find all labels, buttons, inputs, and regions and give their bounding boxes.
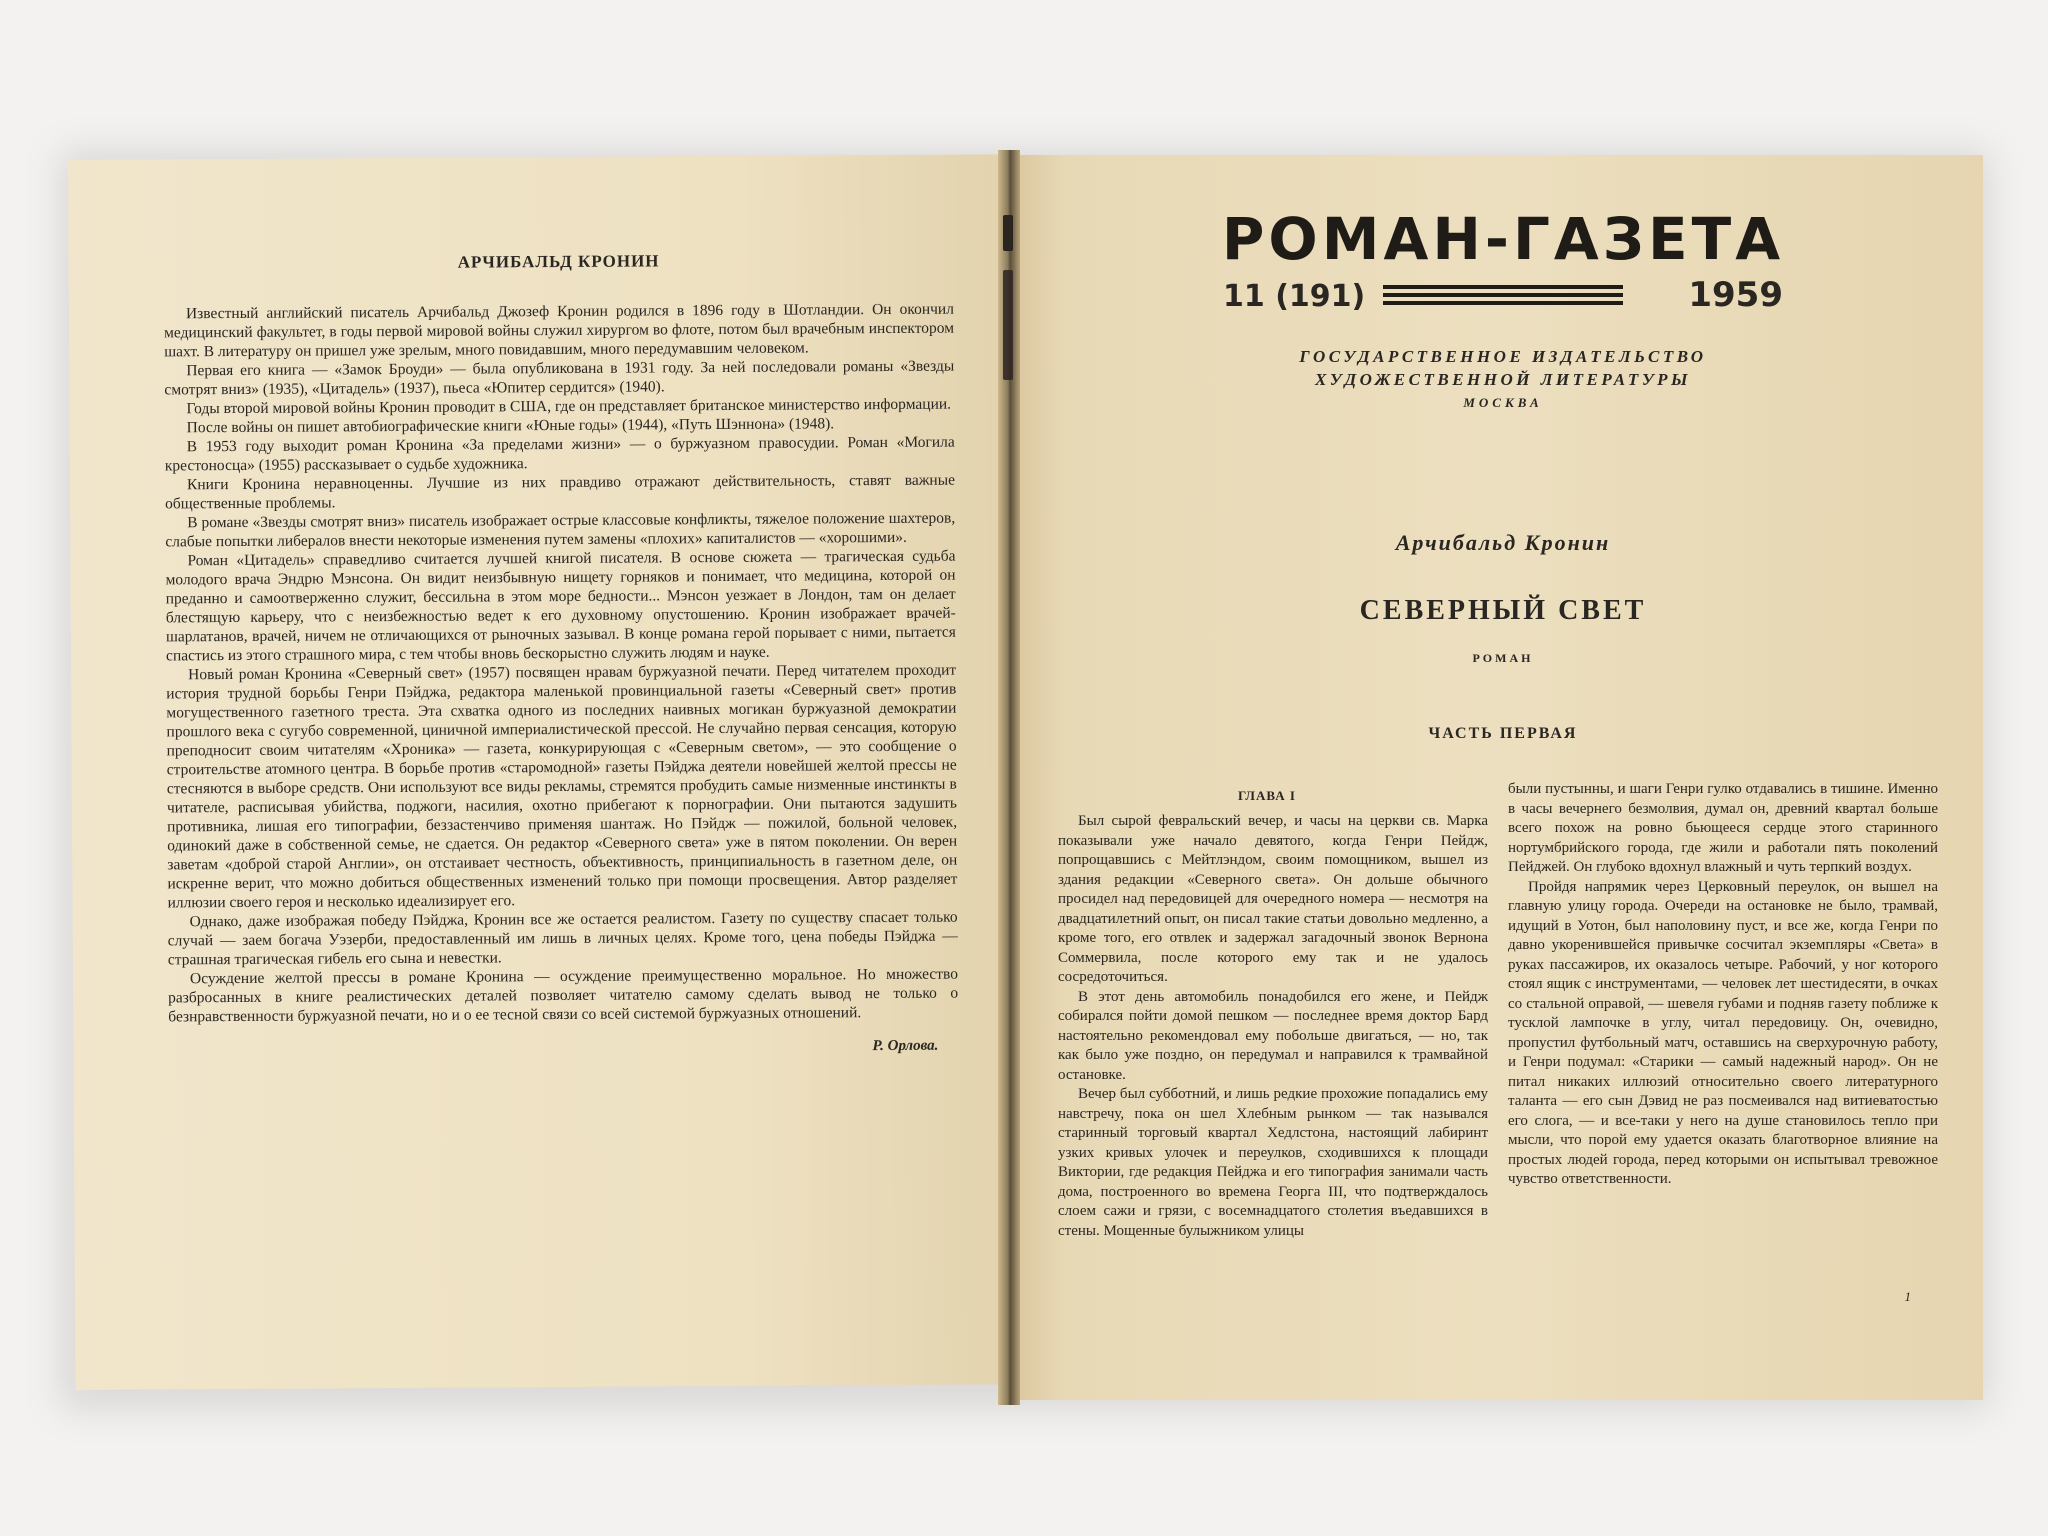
issue-row — [1223, 275, 1783, 321]
publisher — [1198, 345, 1808, 414]
publisher-line: ХУДОЖЕСТВЕННОЙ ЛИТЕРАТУРЫ — [1314, 370, 1692, 389]
article-title: АРЧИБАЛЬД КРОНИН — [457, 251, 660, 272]
issue-number: 11 (191) — [1223, 279, 1366, 314]
author-name: Арчибальд Кронин — [1395, 530, 1611, 555]
article-paragraph: Осуждение желтой прессы в романе Кронина — осуждение преимущественно моральное. Но множество разбросанных в книге реалистических деталей позволяет читателю самому сделать вывод не только о безнравственности буржуазной печати, но и о ее тесной связи со всей системой буржуазных отношений. — [168, 965, 959, 1026]
story-paragraph: были пустынны, и шаги Генри гулко отдавались в тишине. Именно в часы вечернего безмолвия, думал он, древний квартал больше всего похож на ровно бьющееся сердце этого старинного нортумбрийского города, где жили и работали пять поколений Пейджей. Он глубоко вдохнул влажный и чуть терпкий воздух. — [1508, 781, 1938, 875]
story-paragraph: В этот день автомобиль понадобился его жене, и Пейдж собирался пойти домой пешком — последнее время доктор Бард настоятельно рекомендовал ему побольше двигаться, — но, так как было уже поздно, он передумал и направился к трамвайной остановке. — [1058, 988, 1488, 1083]
part-heading: ЧАСТЬ ПЕРВАЯ — [1428, 725, 1578, 742]
article-paragraph: Первая его книга — «Замок Броуди» — была опубликована в 1931 году. За ней последовали романы «Звезды смотрят вниз» (1935), «Цитадель» (1937), пьеса «Юпитер сердится» (1940). — [164, 357, 955, 399]
article-paragraph: Однако, даже изображая победу Пэйджа, Кронин все же остается реалистом. Газету по существу спасает только случай — заем богача Уэзерби, предоставленный им лишь в личных целях. Кроме того, цена победы Пэйджа — страшная трагическая гибель его сына и невестки. — [167, 908, 958, 969]
chapter-heading: ГЛАВА I — [1238, 788, 1296, 803]
article-body — [164, 300, 958, 1027]
spine-staple — [1003, 270, 1013, 380]
article-paragraph: Роман «Цитадель» справедливо считается лучшей книгой писателя. В основе сюжета — трагическая судьба молодого врача Эндрю Мэнсона. Он видит неизбывную нищету горняков и понимает, что медицина, которой он преданно и самоотверженно служит, бессильна в этом море бедности... Мэнсон уезжает в Лондон, там он делает блестящую карьеру, что с неизбежностью ведет к его духовному опустошению. Кронин изображает врачей-шарлатанов, врачей, ничем не отличающихся от рыночных зазывал. В конце романа герой порывает с ними, пытается спастись из этого страшного мира, с тем чтобы вновь бескорыстно служить людям и науке. — [165, 547, 956, 665]
masthead-rule — [1383, 285, 1623, 309]
text-column-2 — [1508, 780, 1938, 1190]
article-paragraph: Известный английский писатель Арчибальд Джозеф Кронин родился в 1896 году в Шотландии. Он окончил медицинский факультет, в годы первой мировой войны служил хирургом во флоте, потом был врачебным инспектором шахт. В литературу он пришел уже зрелым, много повидавшим, много передумавшим человеком. — [164, 300, 955, 361]
article-paragraph: В романе «Звезды смотрят вниз» писатель изображает острые классовые конфликты, тяжелое положение шахтеров, слабые попытки либералов внести некоторые изменения путем замены «плохих» капиталистов — «хорошими». — [165, 509, 956, 551]
right-page — [1008, 155, 1983, 1400]
genre-label: РОМАН — [1472, 651, 1534, 665]
publisher-line: ГОСУДАРСТВЕННОЕ ИЗДАТЕЛЬСТВО — [1299, 347, 1707, 366]
article-signature: Р. Орлова. — [872, 1037, 939, 1055]
article-paragraph: Книги Кронина неравноценны. Лучшие из них правдиво отражают действительность, ставят важные общественные проблемы. — [165, 471, 956, 513]
story-paragraph: Был сырой февральский вечер, и часы на церкви св. Марка показывали уже начало девятого, когда Генри Пейдж, попрощавшись с Мейтлэндом, своим помощником, вышел из здания редакции «Северного света». Он дольше обычного просидел над передовицей для очередного номера — несмотря на двадцатилетний опыт, он писал такие статьи довольно медленно, а кроме того, его отвлек и задержал загадочный звонок Вернона Соммервила, после которого ему так и не удалось сосредоточиться. — [1058, 813, 1488, 985]
spine-staple — [1003, 215, 1013, 251]
issue-year: 1959 — [1688, 275, 1783, 315]
masthead: РОМАН-ГАЗЕТА — [1221, 205, 1785, 273]
left-page-content — [164, 250, 959, 1060]
publisher-city: МОСКВА — [1463, 395, 1543, 410]
text-column-1 — [1058, 780, 1488, 1241]
article-paragraph: Новый роман Кронина «Северный свет» (1957) посвящен нравам буржуазной печати. Перед читателем проходит история трудной борьбы Генри Пэйджа, редактора маленькой провинциальной газеты «Северный свет» против могущественного газетного треста. Эта схватка одного из последних наивных могикан буржуазной демократии прошлого века с сугубо современной, циничной империалистической прессой. Не случайно первая сенсация, которую преподносит своим читателям «Хроника» — газета, конкурирующая с «Северным светом», — это сообщение о строительстве атомного центра. В борьбе против «старомодной» газеты Пэйджа деятели новейшей желтой прессы не стесняются в выборе средств. Они используют все виды рекламы, стремятся пробудить самые низменные инстинкты в читателе, расписывая убийства, поджоги, насилия, охотно прибегают к порнографии. Они пытаются задушить противника, лишая его типографии, беззастенчиво применяя шантаж. Но Пэйдж — пожилой, больной человек, одинокий даже в собственной семье, не сдается. Он редактор «Северного света» уже в пятом поколении. Он верен заветам «доброй старой Англии», он отстаивает честность, объективность, принципиальность в газетном деле, он искренне верит, что можно добиться общественных изменений только при помощи просвещения. Автор разделяет иллюзии своего героя и несколько идеализирует его. — [166, 661, 958, 912]
article-paragraph: В 1953 году выходит роман Кронина «За пределами жизни» — о буржуазном правосудии. Роман «Могила крестоносца» (1955) рассказывает о судьбе художника. — [164, 433, 955, 475]
story-paragraph: Вечер был субботний, и лишь редкие прохожие попадались ему навстречу, пока он шел Хлебным рынком — так назывался старинный торговый квартал Хедлстона, настоящий лабиринт узких кривых улочек и переулков, сходившихся к площади Виктории, где редакция Пейджа и его типография занимали часть дома, построенного во времена Георга III, что подтверждалось слоем сажи и грязи, с восемнадцатого столетия въедавшихся в стены. Мощенные булыжником улицы — [1058, 1086, 1488, 1239]
work-title: СЕВЕРНЫЙ СВЕТ — [1359, 595, 1647, 626]
page-number: 1 — [1904, 1289, 1911, 1304]
article-paragraph: После войны он пишет автобиографические книги «Юные годы» (1944), «Путь Шэннона» (1948). — [186, 415, 835, 437]
left-page — [68, 154, 1025, 1390]
article-paragraph: Годы второй мировой войны Кронин проводит в США, где он представляет британское министерство информации. — [186, 395, 952, 418]
story-paragraph: Пройдя напрямик через Церковный переулок, он вышел на главную улицу города. Очереди на остановке не было, трамвай, идущий в Уотон, был наполовину пуст, и все же, когда Генри по давно укоренившейся привычке сосчитал экземпляры «Света» в руках пассажиров, их оказалось четыре. Рабочий, у ног которого стоял ящик с инструментами, — человек лет шестидесяти, в очках со стальной оправой, — шевеля губами и подняв газету поближе к тусклой лампочке в углу, читал передовицу. Он, очевидно, пропустил футбольный матч, оставшись на сверхурочную работу, и Генри подумал: «Старики — самый надежный народ». Он не питал никаких иллюзий относительно своего литературного таланта — его сын Дэвид не раз посмеивался над витиеватостью его слога, — и все-таки у него на душе становилось тепло при мысли, что порой ему удается оказать благотворное влияние на простых людей города, перед которыми он испытывал тревожное чувство ответственности. — [1508, 878, 1938, 1187]
